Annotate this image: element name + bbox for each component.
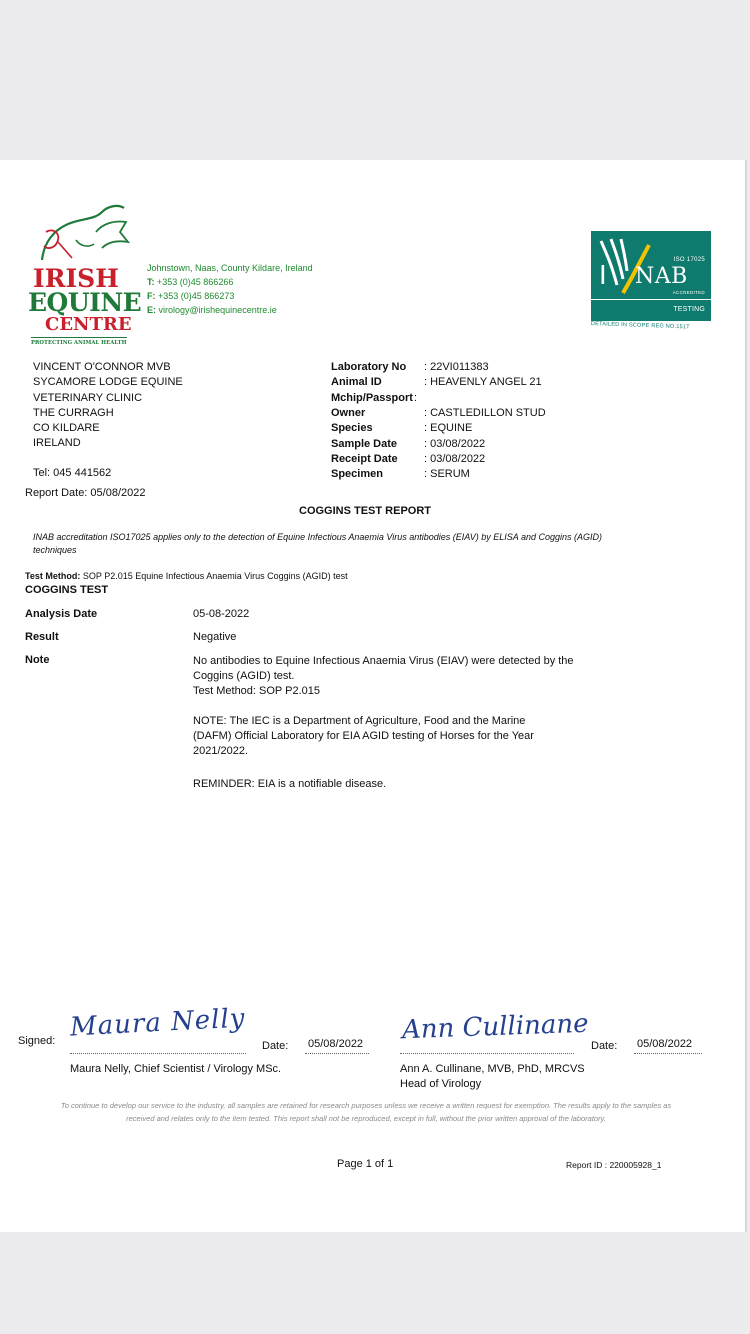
date-value-2: 05/08/2022 <box>637 1038 693 1050</box>
date-label-1: Date: <box>262 1040 289 1052</box>
section-title: COGGINS TEST <box>25 584 109 596</box>
badge-divider <box>591 299 711 300</box>
accredited-label: ACCREDITED <box>672 290 705 295</box>
note-text-1: No antibodies to Equine Infectious Anaemia Virus (EIAV) were detected by the Coggins (AGID) test. <box>193 655 574 682</box>
recipient-line: IRELAND <box>33 437 81 450</box>
note-label: Note <box>25 654 50 666</box>
detail-value: : SERUM <box>424 468 470 481</box>
signature-line-1 <box>70 1053 246 1054</box>
inab-i-letter: I <box>599 261 607 291</box>
detail-label: Laboratory No <box>331 361 407 373</box>
signed-label: Signed: <box>18 1035 56 1047</box>
detail-label: Receipt Date <box>331 452 398 465</box>
detail-value: : HEAVENLY ANGEL 21 <box>424 376 542 389</box>
note-text-4: REMINDER: EIA is a notifiable disease. <box>193 778 387 790</box>
date-value-1: 05/08/2022 <box>308 1038 364 1050</box>
detail-row <box>331 375 631 390</box>
note-text-3: NOTE: The IEC is a Department of Agriculture, Food and the Marine (DAFM) Official Laboratory for EIA AGID testing of Horses for the Year 2021/2022. <box>193 715 534 757</box>
test-method-line <box>25 571 348 581</box>
report-id: Report ID : 220005928_1 <box>566 1160 662 1170</box>
detail-row <box>331 391 631 406</box>
detail-value: : <box>414 391 418 404</box>
detail-row <box>331 421 631 436</box>
result-label: Result <box>25 631 59 643</box>
inab-note: INAB accreditation ISO17025 applies only to the detection of Equine Infectious Anaemia Virus antibodies (EIAV) by ELISA and Coggins (AGID) techniques <box>33 532 602 555</box>
detail-row <box>331 406 631 421</box>
footer-disclaimer: To continue to develop our service to the industry, all samples are retained for research purposes unless we receive a written request for exemption. The results apply to the samples as received and relates only to the item tested. This report shall not be reproduced, except in full, without the prior written approval of the laboratory. <box>60 1101 672 1123</box>
detail-value: : 03/08/2022 <box>424 452 486 465</box>
recipient-line: SYCAMORE LODGE EQUINE <box>33 376 183 389</box>
date-line-2 <box>634 1053 702 1054</box>
recipient-line: VETERINARY CLINIC <box>33 391 143 404</box>
signer-2-name: Ann A. Cullinane, MVB, PhD, MRCVS <box>400 1063 585 1075</box>
result-value: Negative <box>193 631 237 643</box>
signature-maura-nelly: Maura Nelly <box>69 1003 247 1043</box>
detail-row <box>331 360 631 375</box>
detail-value: : 22VI011383 <box>424 361 489 373</box>
report-title: COGGINS TEST REPORT <box>299 505 432 517</box>
note-text-2: Test Method: SOP P2.015 <box>193 685 320 697</box>
detail-value: : 03/08/2022 <box>424 437 486 450</box>
logo-centre-text: CENTRE <box>45 314 132 335</box>
inab-accreditation-badge <box>591 231 711 321</box>
contact-fax: +353 (0)45 866273 <box>158 291 235 301</box>
analysis-date-value: 05-08-2022 <box>193 608 250 620</box>
recipient-address <box>33 360 313 452</box>
date-label-2: Date: <box>591 1040 618 1052</box>
signer-1-name: Maura Nelly, Chief Scientist / Virology MSc. <box>70 1063 282 1075</box>
detail-value: : EQUINE <box>424 422 473 435</box>
inab-nab-text: NAB <box>635 264 688 289</box>
logo-tagline: PROTECTING ANIMAL HEALTH <box>31 337 127 346</box>
irish-equine-centre-logo <box>28 202 143 346</box>
iso-label: ISO 17025 <box>673 257 705 263</box>
fax-label: F: <box>147 291 156 301</box>
detail-row <box>331 437 631 452</box>
logo-equine-text: EQUINE <box>28 288 142 317</box>
scope-reg-text: DETAILED IN SCOPE REG NO.151T <box>590 321 690 331</box>
page-number: Page 1 of 1 <box>337 1158 394 1170</box>
detail-row <box>331 467 631 482</box>
sample-details <box>331 360 631 485</box>
detail-label: Sample Date <box>331 437 398 450</box>
recipient-line: VINCENT O'CONNOR MVB <box>33 361 171 373</box>
contact-tel: +353 (0)45 866266 <box>157 277 234 287</box>
date-line-1 <box>305 1053 369 1054</box>
testing-label: TESTING <box>673 306 705 313</box>
detail-label: Species <box>331 422 373 435</box>
detail-label: Specimen <box>331 468 383 481</box>
test-method-label: Test Method: <box>25 571 81 581</box>
signer-2-title: Head of Virology <box>400 1078 482 1090</box>
detail-label: Owner <box>331 406 366 419</box>
report-page <box>0 160 745 1232</box>
email-label: E: <box>147 305 156 315</box>
horse-logo-icon <box>36 202 131 264</box>
signature-ann-cullinane: Ann Cullinane <box>401 1008 589 1046</box>
report-date: Report Date: 05/08/2022 <box>25 487 146 499</box>
recipient-line: THE CURRAGH <box>33 406 114 419</box>
signature-line-2 <box>400 1053 574 1054</box>
detail-label: Animal ID <box>331 376 382 389</box>
detail-label: Mchip/Passport <box>331 391 413 404</box>
logo-irish-text: IRISH <box>33 264 119 293</box>
contact-email: virology@irishequinecentre.ie <box>158 305 277 315</box>
detail-value: : CASTLEDILLON STUD <box>424 406 546 419</box>
detail-row <box>331 452 631 467</box>
tel-label: T: <box>147 277 155 287</box>
test-method-value: SOP P2.015 Equine Infectious Anaemia Virus Coggins (AGID) test <box>82 571 348 581</box>
contact-block <box>147 261 447 317</box>
recipient-line: CO KILDARE <box>33 422 100 435</box>
recipient-tel: Tel: 045 441562 <box>33 467 112 479</box>
analysis-date-label: Analysis Date <box>25 608 98 620</box>
contact-address: Johnstown, Naas, County Kildare, Ireland <box>147 263 313 273</box>
